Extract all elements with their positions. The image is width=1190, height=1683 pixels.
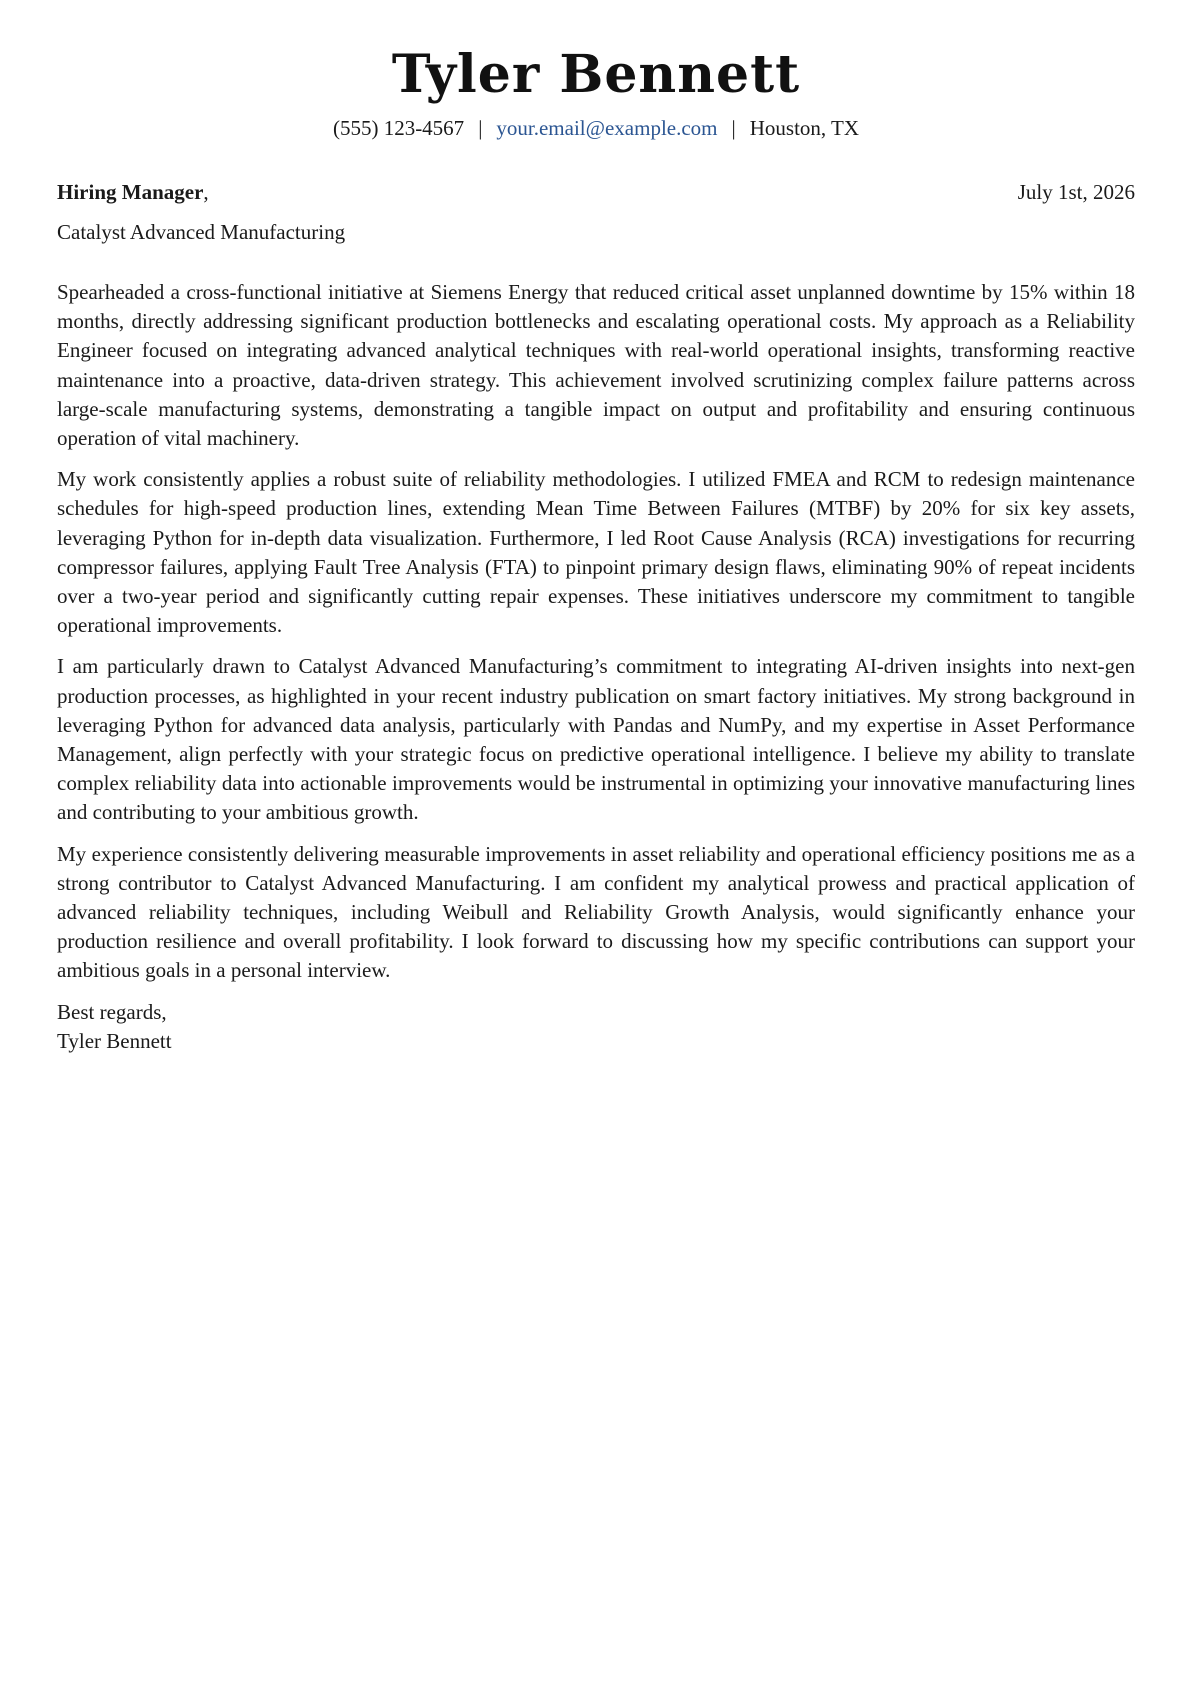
letter-body (57, 278, 1135, 986)
body-paragraph: My work consistently applies a robust suite of reliability methodologies. I utilized FMEA and RCM to redesign maintenance schedules for high-speed production lines, extending Mean Time Between Failures (MTBF) by 20% for six key assets, leveraging Python for in-depth data visualization. Furthermore, I led Root Cause Analysis (RCA) investigations for recurring compressor failures, applying Fault Tree Analysis (FTA) to pinpoint primary design flaws, eliminating 90% of repeat incidents over a two-year period and significantly cutting repair expenses. These initiatives underscore my commitment to tangible operational improvements. (57, 467, 1135, 638)
body-paragraph: Spearheaded a cross-functional initiative at Siemens Energy that reduced critical asset unplanned downtime by 15% within 18 months, directly addressing significant production bottlenecks and escalating operational costs. My approach as a Reliability Engineer focused on integrating advanced analytical techniques with real-world operational insights, transforming reactive maintenance into a proactive, data-driven strategy. This achievement involved scrutinizing complex failure patterns across large-scale manufacturing systems, demonstrating a tangible impact on output and profitability and ensuring continuous operation of vital machinery. (57, 280, 1135, 451)
letter-closing (57, 998, 1135, 1056)
cover-letter-page (57, 40, 1135, 1056)
body-paragraph: My experience consistently delivering measurable improvements in asset reliability and operational efficiency positions me as a strong contributor to Catalyst Advanced Manufacturing. I am confident my analytical prowess and practical application of advanced reliability techniques, including Weibull and Reliability Growth Analysis, would significantly enhance your production resilience and overall profitability. I look forward to discussing how my specific contributions can support your ambitious goals in a personal interview. (57, 841, 1135, 983)
body-paragraph: I am particularly drawn to Catalyst Advanced Manufacturing’s commitment to integrating AI-driven insights into next-gen production processes, as highlighted in your recent industry publication on smart factory initiatives. My strong background in leveraging Python for advanced data analysis, particularly with Pandas and NumPy, and my expertise in Asset Performance Management, align perfectly with your strategic focus on predictive operational intelligence. I believe my ability to translate complex reliability data into actionable improvements would be instrumental in optimizing your innovative manufacturing lines and contributing to your ambitious growth. (57, 654, 1135, 825)
email-link[interactable]: your.email@example.com (496, 116, 718, 140)
recipient-row (57, 178, 1135, 206)
contact-line (57, 114, 1135, 142)
phone-number: (555) 123-4567 (332, 116, 465, 140)
sign-off: Best regards, (57, 999, 167, 1024)
applicant-name: Tyler Bennett (391, 44, 801, 105)
signature-name: Tyler Bennett (57, 1028, 172, 1053)
contact-separator: | (478, 116, 483, 140)
recipient-company: Catalyst Advanced Manufacturing (57, 220, 346, 244)
contact-separator: | (731, 116, 736, 140)
location: Houston, TX (749, 116, 860, 140)
salutation-punctuation: , (203, 180, 209, 204)
recipient-name: Hiring Manager (57, 180, 204, 204)
letter-date: July 1st, 2026 (1017, 180, 1135, 204)
salutation (57, 178, 209, 206)
